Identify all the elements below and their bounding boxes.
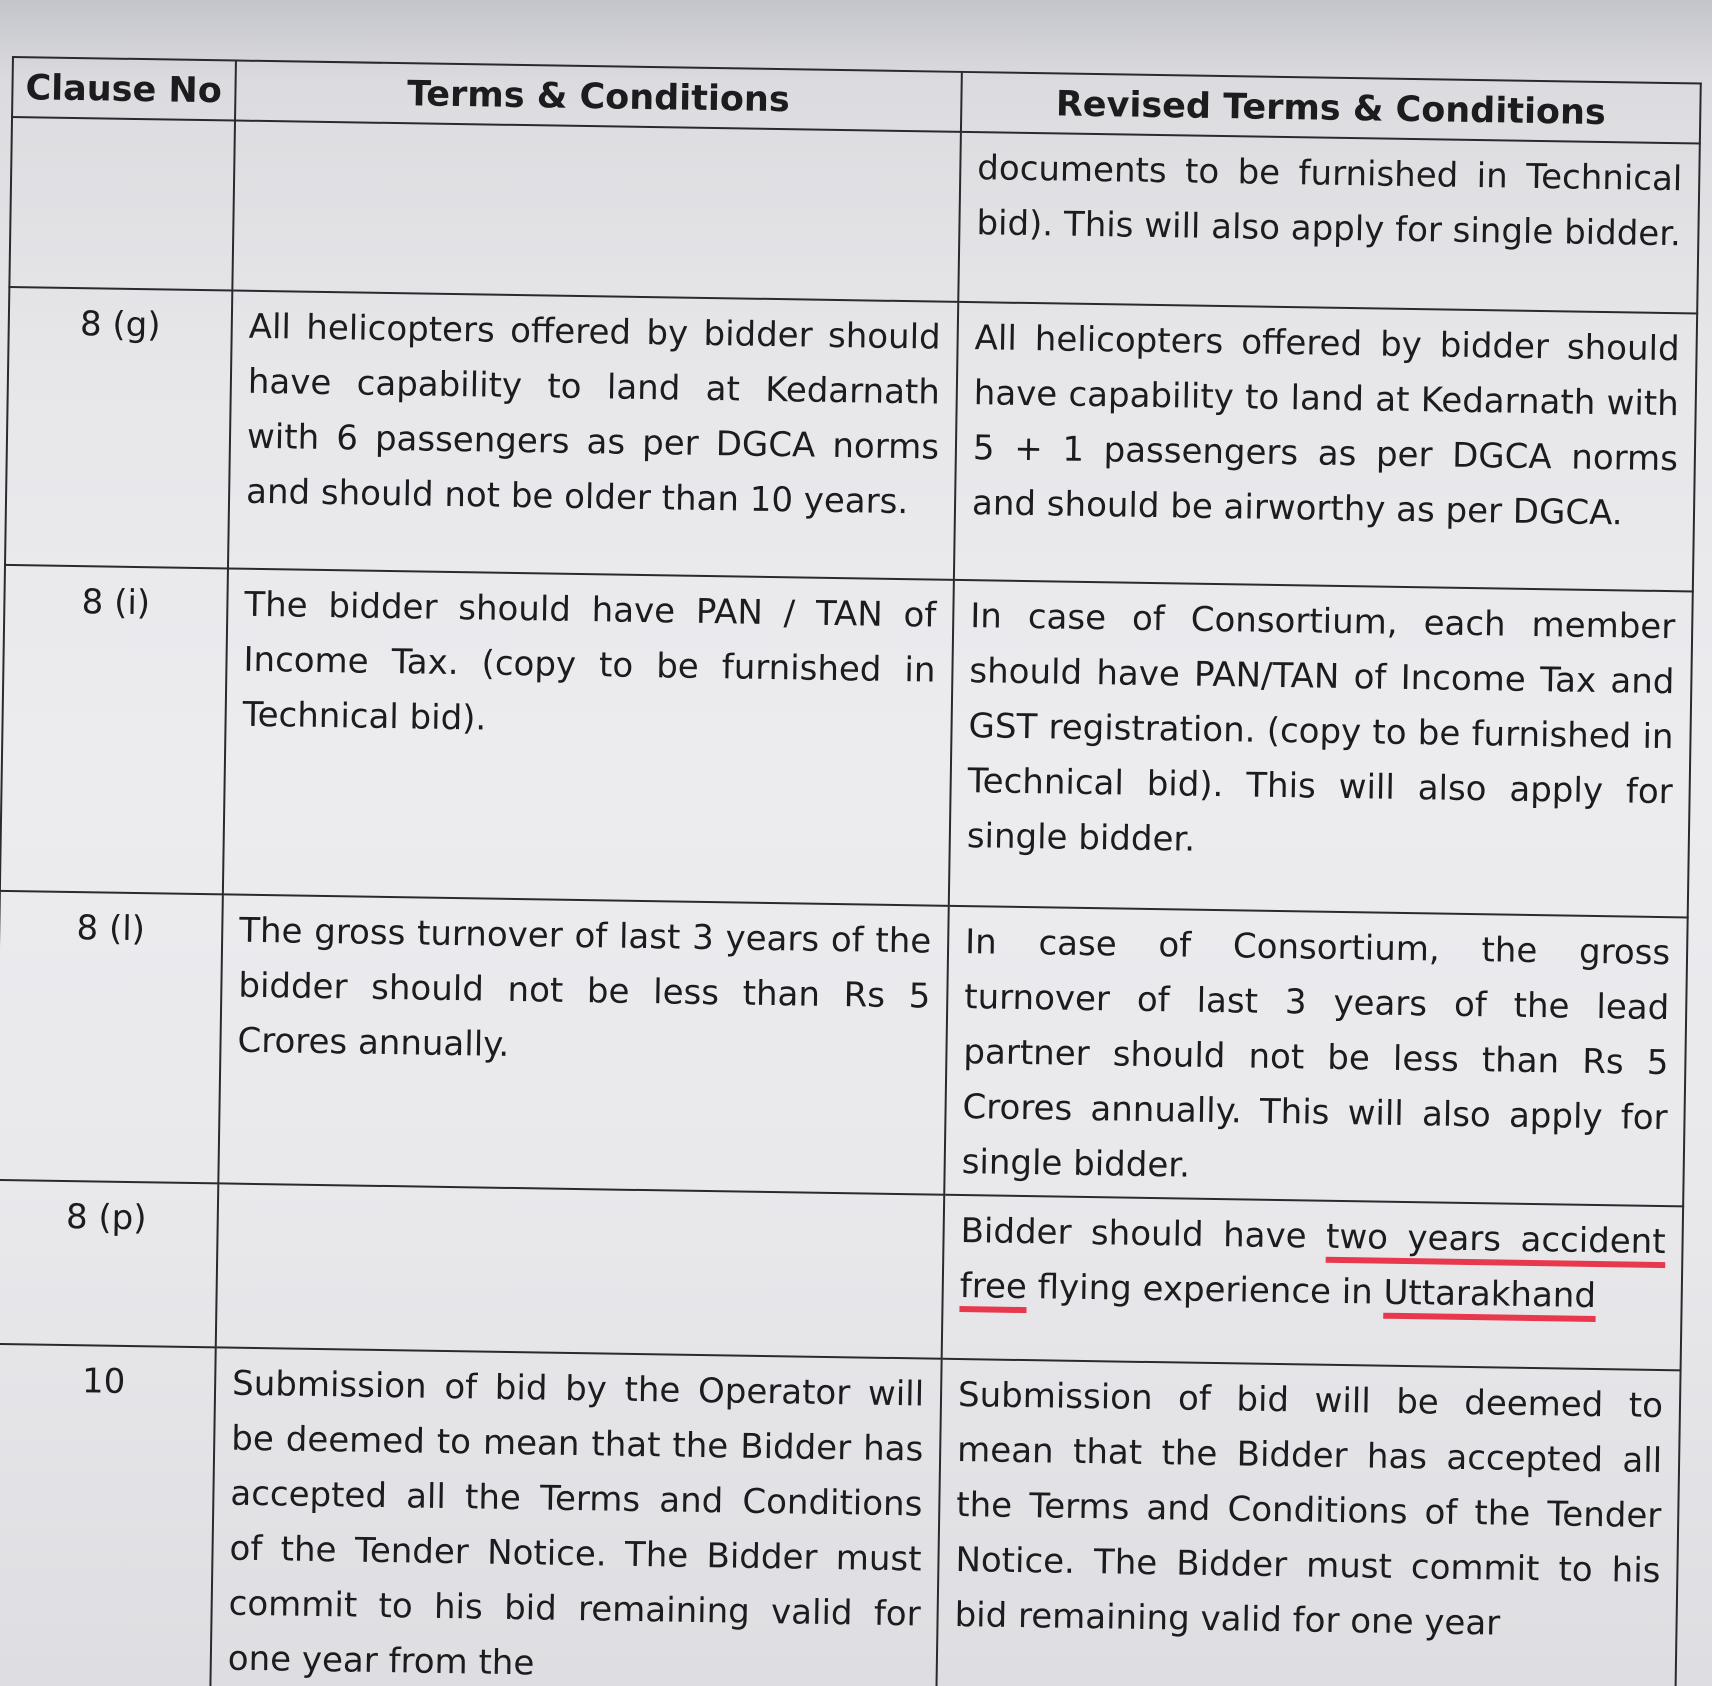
clause-cell: 8 (p) [0, 1180, 218, 1347]
table-row [5, 287, 1697, 591]
terms-revision-table [0, 56, 1702, 1686]
header-clause-no: Clause No [12, 57, 236, 120]
terms-cell: Submission of bid by the Operator will be deemed to mean that the Bidder has accepted all the Terms and Conditions of the Tender Notice. The Bidder must commit to his bid remaining valid for one year from the [210, 1347, 941, 1686]
terms-cell [232, 121, 961, 302]
terms-cell [216, 1183, 944, 1358]
table-row [0, 1180, 1683, 1370]
table-row [0, 565, 1693, 917]
revised-cell: Submission of bid will be deemed to mean that the Bidder has accepted all the Terms and Conditions of the Tender Notice. The Bidder must commit to his bid remaining valid for one year [936, 1359, 1680, 1686]
red-underlined-text: two years accident free [959, 1216, 1666, 1308]
revised-text-prefix: Bidder should have [960, 1211, 1327, 1257]
table-row [0, 891, 1688, 1206]
revised-cell: documents to be furnished in Technical bid). This will also apply for single bidder. [958, 132, 1700, 314]
clause-cell: 10 [0, 1344, 216, 1686]
table-row [9, 117, 1699, 313]
revised-text-middle: flying experience in [1026, 1267, 1384, 1313]
terms-cell: All helicopters offered by bidder should have capability to land at Kedarnath with 6 passengers as per DGCA norms and should not be older than 10 years. [228, 290, 958, 579]
header-revised-terms-conditions: Revised Terms & Conditions [961, 72, 1701, 144]
revised-cell [942, 1195, 1683, 1371]
red-underlined-text: Uttarakhand [1383, 1272, 1597, 1317]
table-row [0, 1344, 1681, 1686]
header-terms-conditions: Terms & Conditions [235, 61, 962, 132]
clause-cell: 8 (g) [5, 287, 232, 568]
revised-cell: In case of Consortium, each member should have PAN/TAN of Income Tax and GST registration. (copy to be furnished in Technical bid). This will also apply for single bidder. [949, 580, 1693, 918]
revised-cell: All helicopters offered by bidder should have capability to land at Kedarnath with 5 + 1 passengers as per DGCA norms and should be airworthy as per DGCA. [954, 302, 1697, 592]
clause-cell: 8 (i) [0, 565, 228, 894]
clause-cell: 8 (l) [0, 891, 223, 1183]
clause-cell [9, 117, 235, 290]
terms-cell: The gross turnover of last 3 years of the bidder should not be less than Rs 5 Crores annually. [218, 894, 948, 1194]
revised-cell: In case of Consortium, the gross turnover of last 3 years of the lead partner should not be less than Rs 5 Crores annually. This will also apply for single bidder. [944, 906, 1687, 1207]
terms-cell: The bidder should have PAN / TAN of Income Tax. (copy to be furnished in Technical bid). [223, 568, 954, 905]
